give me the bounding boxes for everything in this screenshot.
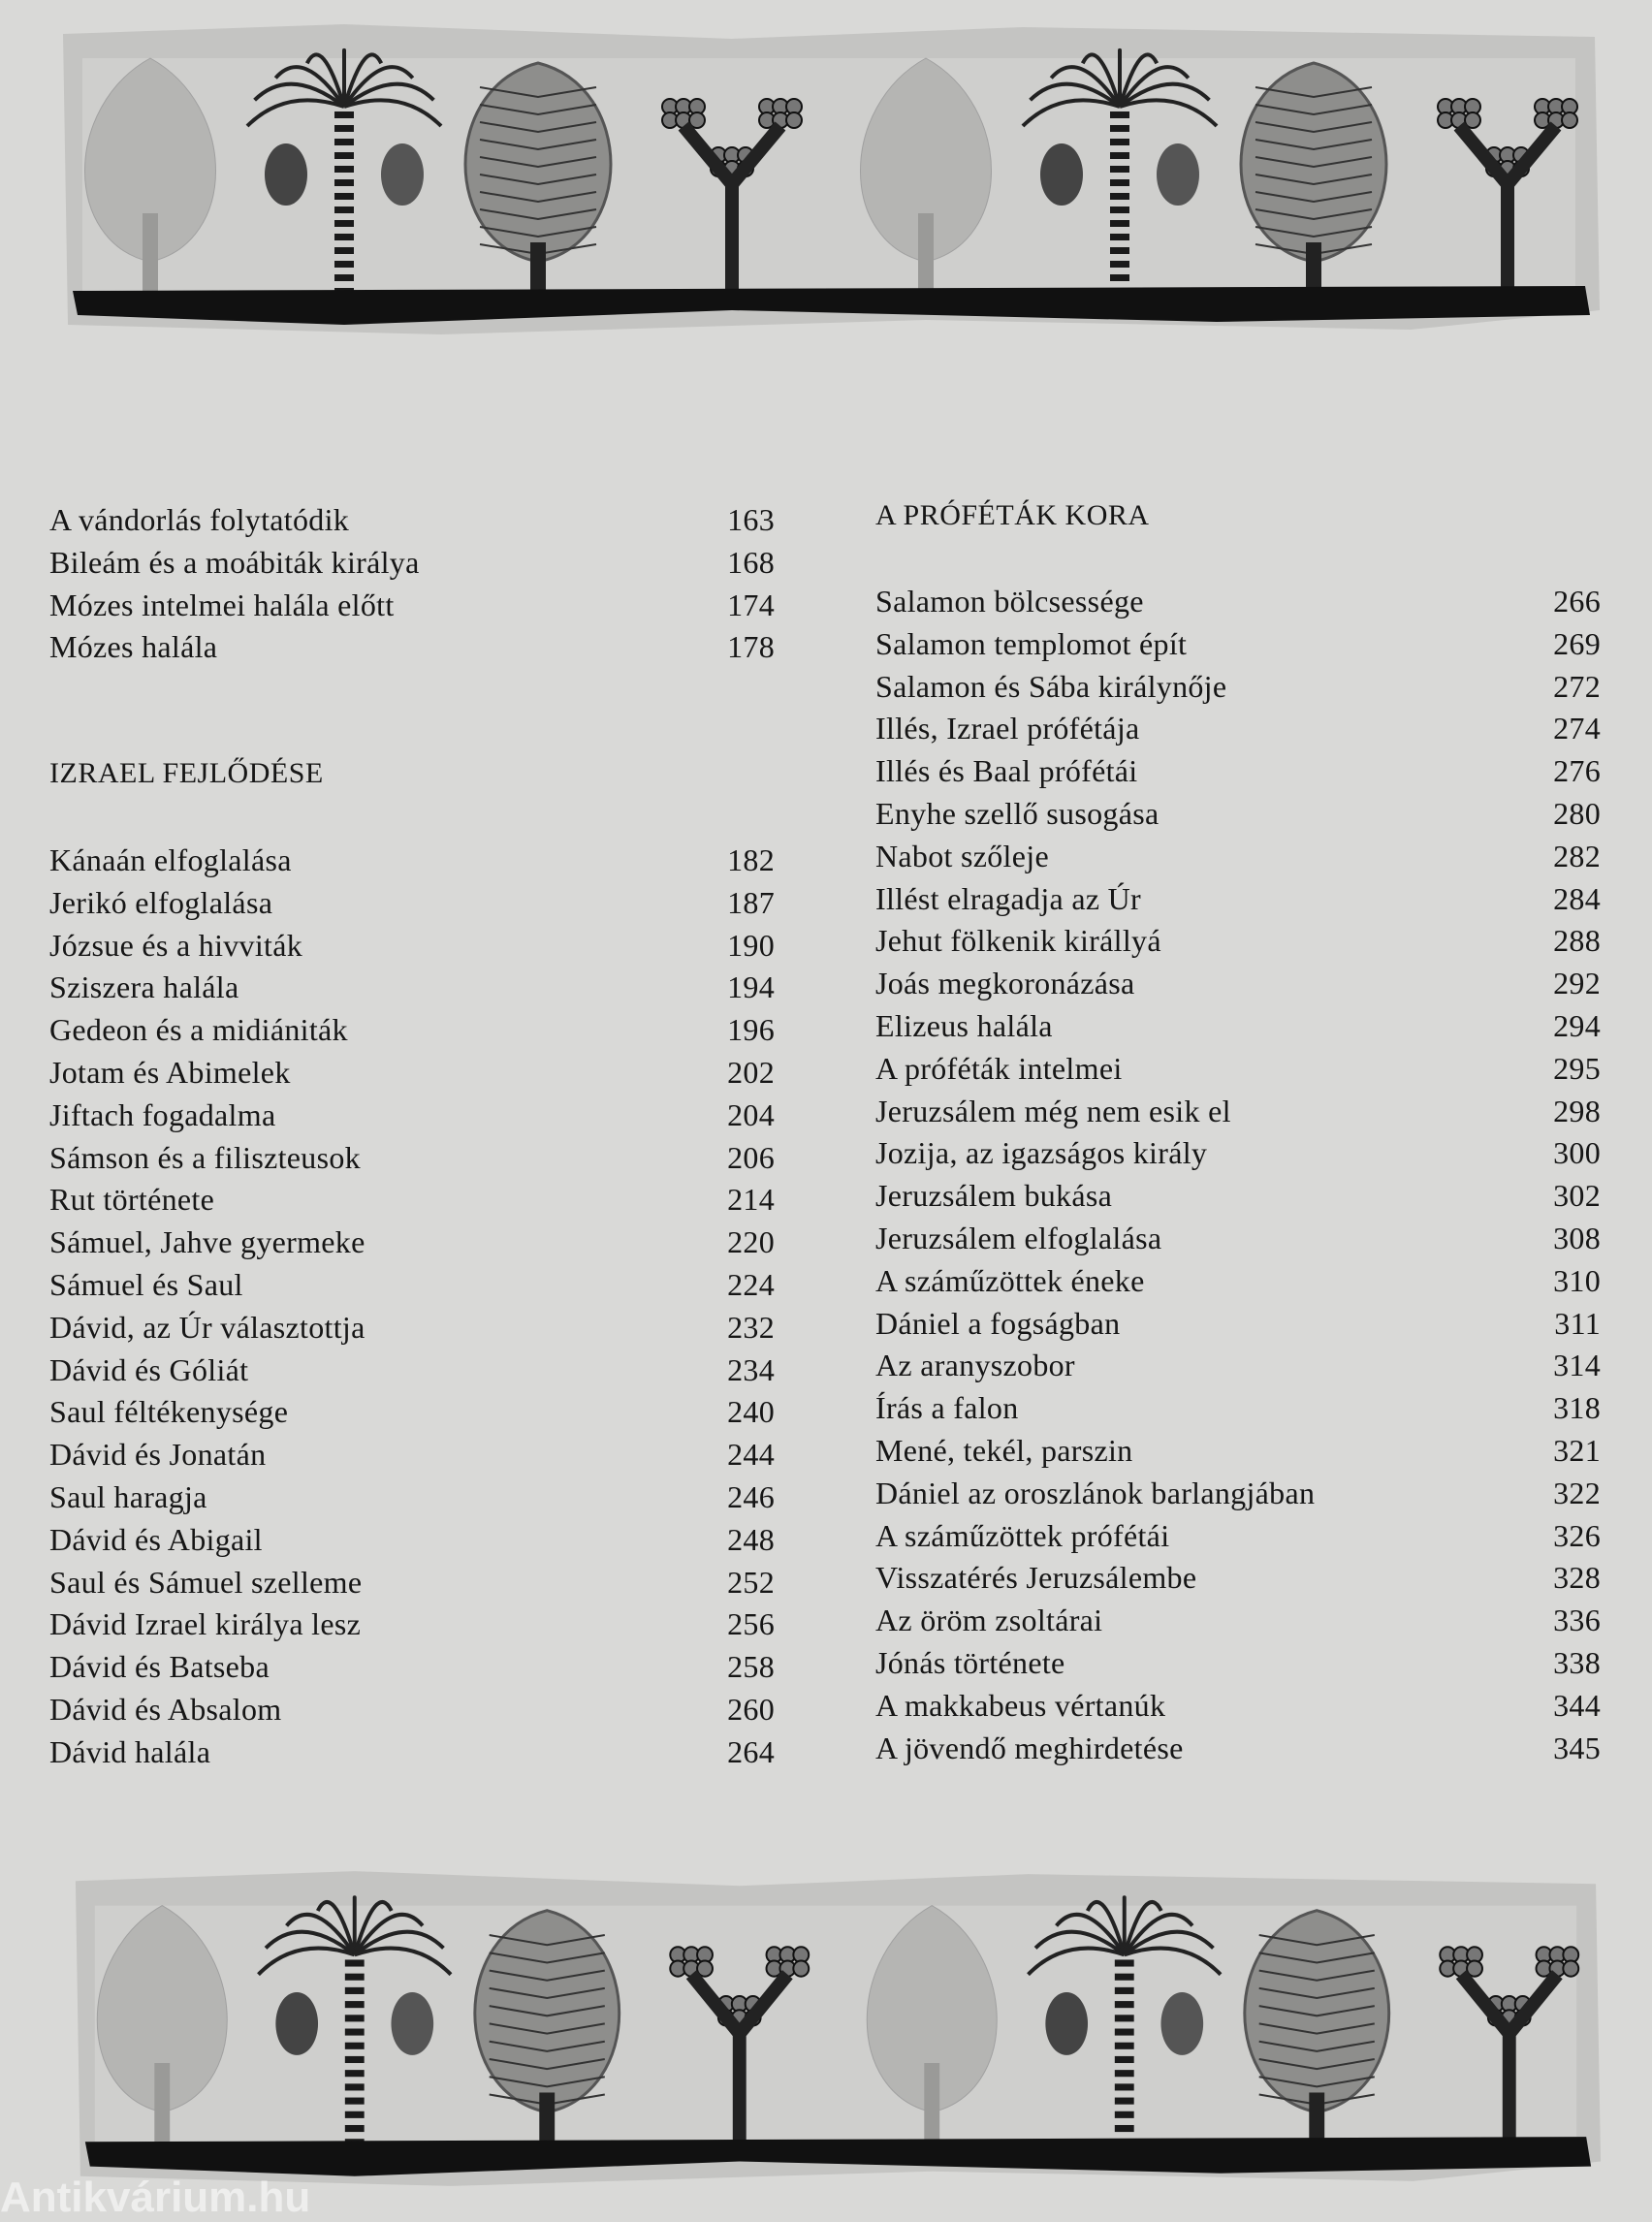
toc-entry-page: 240 [727,1394,775,1430]
toc-entry-title: Jeruzsálem bukása [875,1178,1113,1214]
frieze-shape [345,2043,365,2049]
toc-entry-page: 266 [1553,584,1601,619]
toc-entry [875,877,1601,920]
toc-entry [49,1263,775,1306]
toc-entry-page: 344 [1553,1687,1601,1723]
frieze-shape [1160,1992,1203,2055]
toc-entry-page: 264 [727,1733,775,1769]
toc-entry-page: 187 [727,884,775,920]
toc-entry-title: Joás megkoronázása [875,966,1135,1001]
toc-entry-title: Saul haragja [49,1479,207,1514]
toc-entry-page: 322 [1553,1475,1601,1510]
frieze-shape [1115,2098,1134,2105]
toc-entry-title: Enyhe szellő susogása [875,796,1160,831]
toc-entry-page: 206 [727,1139,775,1175]
toc-entry-page: 302 [1553,1178,1601,1214]
toc-entry [875,1599,1601,1641]
frieze-shape [345,1987,365,1994]
toc-entry-title: Illés, Izrael prófétája [875,711,1140,746]
toc-entry-title: A jövendő meghirdetése [875,1730,1184,1765]
toc-entry [875,580,1601,622]
frieze-shape [924,2063,939,2142]
toc-entry-page: 224 [727,1267,775,1302]
toc-entry-title: Salamon és Sába királynője [875,668,1227,704]
toc-entry-page: 256 [727,1606,775,1642]
toc-entry [875,1556,1601,1599]
toc-entry-page: 163 [727,502,775,537]
frieze-shape [345,2070,365,2077]
toc-entry-title: Dávid, az Úr választottja [49,1309,365,1345]
toc-entry-title: Jotam és Abimelek [49,1055,291,1090]
toc-entry-title: Elizeus halála [875,1008,1053,1043]
frieze-shape [539,2092,555,2146]
toc-entry [875,962,1601,1004]
right-toc-column [875,0,1601,1842]
toc-entry-page: 338 [1553,1645,1601,1680]
toc-entry-page: 314 [1553,1348,1601,1383]
toc-entry [49,1561,775,1603]
toc-entry-page: 246 [727,1479,775,1514]
toc-entry [49,1221,775,1263]
bottom-tree-frieze-illustration [66,1866,1605,2191]
toc-entry [49,1390,775,1433]
toc-entry-page: 280 [1553,796,1601,831]
toc-entry-page: 292 [1553,966,1601,1001]
frieze-shape [1045,1992,1088,2055]
toc-entry-page: 295 [1553,1050,1601,1086]
toc-entry-page: 298 [1553,1093,1601,1128]
toc-entry [49,1008,775,1051]
toc-entry [49,1349,775,1391]
toc-entry-title: Írás a falon [875,1390,1019,1426]
toc-entry-page: 196 [727,1012,775,1048]
toc-entry-title: Illés és Baal prófétái [875,753,1138,789]
frieze-shape [154,2063,170,2142]
toc-entry-title: Dávid halála [49,1733,211,1769]
toc-entry [875,1514,1601,1557]
toc-entry-title: Sámuel, Jahve gyermeke [49,1224,365,1260]
toc-entry [49,541,775,584]
frieze-shape [345,2098,365,2105]
toc-entry-title: Sziszera halála [49,969,239,1005]
toc-entry-title: Bileám és a moábiták királya [49,544,420,580]
toc-entry-title: Az öröm zsoltárai [875,1603,1103,1638]
toc-entry-title: Dávid Izrael királya lesz [49,1606,362,1642]
toc-entry [875,707,1601,749]
toc-entry-title: Jeruzsálem még nem esik el [875,1093,1231,1128]
toc-entry [49,1645,775,1688]
toc-entry [49,498,775,541]
toc-entry-title: Mózes halála [49,629,218,665]
toc-entry [875,1344,1601,1386]
frieze-shape [786,112,802,128]
frieze-shape [345,2111,365,2118]
frieze-shape [1115,2029,1134,2036]
frieze-shape [1115,2083,1134,2090]
toc-entry [875,1641,1601,1684]
toc-entry-page: 258 [727,1649,775,1685]
toc-entry [875,1131,1601,1174]
toc-entry [49,1518,775,1561]
toc-entry-title: Dávid és Jonatán [49,1437,267,1473]
toc-entry-page: 294 [1553,1008,1601,1043]
left-toc-column [49,0,775,1842]
frieze-shape [345,2029,365,2036]
toc-entry-title: A száműzöttek éneke [875,1262,1145,1298]
toc-entry [875,1259,1601,1302]
toc-entry [875,1429,1601,1472]
toc-entry-page: 272 [1553,668,1601,704]
toc-entry-title: Salamon templomot épít [875,625,1188,661]
frieze-shape [1115,2125,1134,2132]
toc-entry-title: Sámuel és Saul [49,1267,243,1302]
toc-entry-page: 214 [727,1182,775,1218]
frieze-shape [345,2125,365,2132]
toc-entry [49,1433,775,1476]
toc-entry [875,835,1601,877]
toc-entry-title: A makkabeus vértanúk [875,1687,1166,1723]
frieze-shape [1115,2111,1134,2118]
toc-entry-page: 318 [1553,1390,1601,1426]
toc-entry-title: Gedeon és a midiániták [49,1012,348,1048]
toc-entry-page: 321 [1553,1433,1601,1468]
frieze-shape [1115,2070,1134,2077]
toc-entry [875,1386,1601,1429]
toc-entry [875,1004,1601,1047]
toc-entry-page: 308 [1553,1221,1601,1255]
toc-entry-title: Dávid és Absalom [49,1692,282,1727]
toc-entry [875,1047,1601,1090]
toc-entry-page: 232 [727,1309,775,1345]
section-heading: A PRÓFÉTÁK KORA [875,499,1150,531]
frieze-shape [1115,2015,1134,2021]
toc-entry-title: Józsue és a hivviták [49,927,303,963]
frieze-shape [345,2056,365,2063]
toc-entry-title: Jeruzsálem elfoglalása [875,1221,1162,1255]
toc-entry-page: 190 [727,927,775,963]
frieze-shape [345,2001,365,2008]
toc-entry [49,625,775,668]
frieze-shape [1563,1960,1578,1976]
toc-entry [875,792,1601,835]
toc-entry [875,749,1601,792]
toc-entry-title: Az aranyszobor [875,1348,1075,1383]
toc-entry-title: Jiftach fogadalma [49,1096,276,1132]
toc-entry-title: Dávid és Abigail [49,1521,263,1557]
toc-entry-page: 174 [727,587,775,622]
toc-entry-title: A próféták intelmei [875,1050,1123,1086]
toc-entry-page: 168 [727,544,775,580]
toc-entry-page: 326 [1553,1517,1601,1553]
frieze-shape [345,2015,365,2021]
toc-entry-title: Jehut fölkenik királlyá [875,923,1161,959]
toc-entry [49,924,775,967]
frieze-shape [345,2083,365,2090]
toc-entry [49,1094,775,1136]
toc-entry-page: 282 [1553,838,1601,873]
toc-entry [49,839,775,881]
toc-entry [875,1684,1601,1727]
frieze-shape [1115,2001,1134,2008]
toc-entry [49,1476,775,1518]
toc-entry-title: A vándorlás folytatódik [49,502,350,537]
toc-entry [875,1090,1601,1132]
toc-entry-title: Dávid és Batseba [49,1649,270,1685]
toc-entry-page: 276 [1553,753,1601,789]
toc-entry-title: Sámson és a filiszteusok [49,1139,361,1175]
toc-entry [875,622,1601,665]
toc-entry-page: 345 [1553,1730,1601,1765]
toc-entry-title: Nabot szőleje [875,838,1049,873]
toc-entry [49,1688,775,1730]
toc-entry-page: 244 [727,1437,775,1473]
toc-entry-page: 328 [1553,1560,1601,1596]
toc-entry-page: 336 [1553,1603,1601,1638]
toc-entry-page: 300 [1553,1135,1601,1171]
toc-entry-page: 274 [1553,711,1601,746]
toc-entry-page: 220 [727,1224,775,1260]
toc-entry [49,1178,775,1221]
toc-entry-page: 310 [1553,1262,1601,1298]
toc-entry-page: 260 [727,1692,775,1727]
frieze-shape [793,1960,809,1976]
toc-entry-title: Dániel a fogságban [875,1305,1121,1341]
toc-entry-title: Saul féltékenysége [49,1394,289,1430]
toc-entry-title: Mené, tekél, parszin [875,1433,1133,1468]
toc-entry [875,1727,1601,1769]
toc-entry-title: A száműzöttek prófétái [875,1517,1170,1553]
toc-entry [49,966,775,1008]
frieze-shape [391,1992,433,2055]
toc-entry-page: 284 [1553,880,1601,916]
toc-entry-page: 204 [727,1096,775,1132]
toc-entry [875,919,1601,962]
toc-entry [49,584,775,626]
toc-entry-page: 269 [1553,625,1601,661]
toc-entry-page: 178 [727,629,775,665]
toc-entry-page: 252 [727,1564,775,1600]
toc-entry-page: 288 [1553,923,1601,959]
toc-entry-page: 234 [727,1351,775,1387]
frieze-shape [275,1992,318,2055]
frieze-shape [1115,1959,1134,1966]
toc-entry-page: 248 [727,1521,775,1557]
frieze-shape [345,1974,365,1981]
section-heading: IZRAEL FEJLŐDÉSE [49,757,324,789]
toc-entry-page: 311 [1554,1305,1601,1341]
toc-entry [49,1603,775,1645]
toc-entry-title: Visszatérés Jeruzsálembe [875,1560,1197,1596]
toc-entry-title: Jozija, az igazságos király [875,1135,1208,1171]
toc-entry-title: Salamon bölcsessége [875,584,1144,619]
toc-entry-title: Dániel az oroszlánok barlangjában [875,1475,1316,1510]
toc-entry [875,1174,1601,1217]
toc-entry-title: Jerikó elfoglalása [49,884,273,920]
toc-entry [875,1217,1601,1259]
frieze-shape [345,1959,365,1966]
frieze-shape [1115,2056,1134,2063]
frieze-shape [1115,1974,1134,1981]
toc-entry [875,1302,1601,1345]
toc-entry-title: Illést elragadja az Úr [875,880,1142,916]
toc-entry [49,1730,775,1773]
toc-entry-page: 202 [727,1055,775,1090]
toc-entry-title: Rut története [49,1182,215,1218]
toc-entry [875,665,1601,708]
toc-entry [875,1472,1601,1514]
toc-entry-title: Kánaán elfoglalása [49,842,292,877]
toc-entry-title: Jónás története [875,1645,1065,1680]
toc-entry-page: 194 [727,969,775,1005]
toc-entry-title: Saul és Sámuel szelleme [49,1564,363,1600]
toc-entry [49,1306,775,1349]
watermark: Antikvárium.hu [0,2174,311,2221]
toc-entry [49,881,775,924]
frieze-shape [1115,1987,1134,1994]
toc-entry [49,1051,775,1094]
toc-entry-page: 182 [727,842,775,877]
toc-entry-title: Mózes intelmei halála előtt [49,587,395,622]
toc-entry-title: Dávid és Góliát [49,1351,249,1387]
frieze-shape [1115,2043,1134,2049]
toc-entry [49,1136,775,1179]
